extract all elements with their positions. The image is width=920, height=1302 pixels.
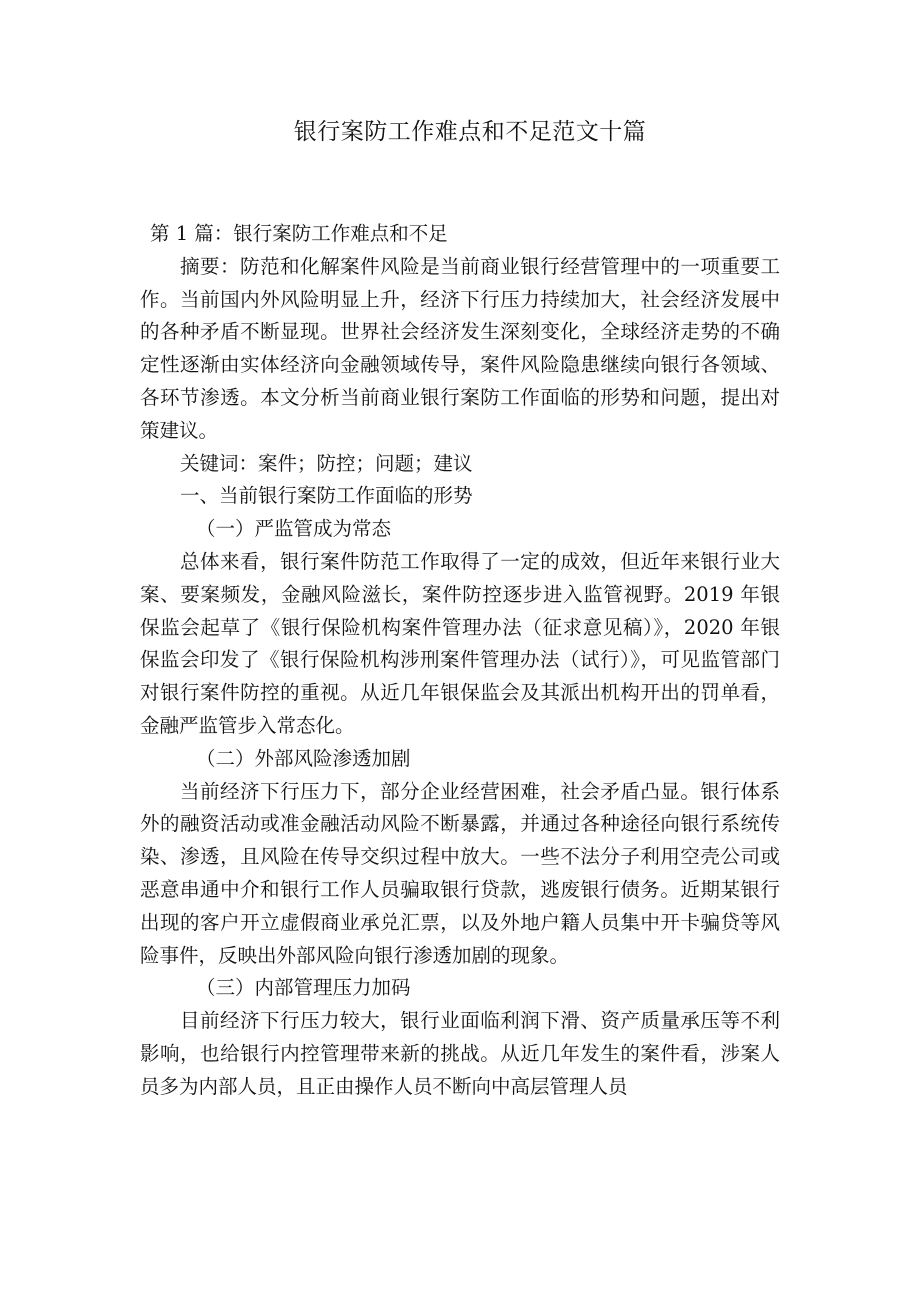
- subsection-heading-2: （二）外部风险渗透加剧: [196, 746, 411, 770]
- abstract-paragraph: 摘要：防范和化解案件风险是当前商业银行经营管理中的一项重要工作。当前国内外风险明显上升，经济下行压力持续加大，社会经济发展中的各种矛盾不断显现。世界社会经济发生深刻变化，全球经济走势的不确定性逐渐由实体经济向金融领域传导，案件风险隐患继续向银行各领域、各环节渗透。本文分析当前商业银行案防工作面临的形势和问题，提出对策建议。: [140, 254, 780, 442]
- subsection-heading-1: （一）严监管成为常态: [196, 517, 392, 541]
- document-body: [140, 218, 780, 1104]
- paragraph-1: 总体来看，银行案件防范工作取得了一定的成效，但近年来银行业大案、要案频发，金融风险滋长，案件防控逐步进入监管视野。2019 年银保监会起草了《银行保险机构案件管理办法（征求意见稿）》，2020 年银保监会印发了《银行保险机构涉刑案件管理办法（试行）》，可见监管部门对银行案件防控的重视。从近几年银保监会及其派出机构开出的罚单看，金融严监管步入常态化。: [140, 549, 780, 737]
- keywords-line: 关键词：案件；防控；问题；建议: [180, 451, 473, 475]
- paragraph-3: 目前经济下行压力较大，银行业面临利润下滑、资产质量承压等不利影响，也给银行内控管理带来新的挑战。从近几年发生的案件看，涉案人员多为内部人员，且正由操作人员不断向中高层管理人员: [140, 1009, 780, 1098]
- paragraph-2: 当前经济下行压力下，部分企业经营困难，社会矛盾凸显。银行体系外的融资活动或准金融活动风险不断暴露，并通过各种途径向银行系统传染、渗透，且风险在传导交织过程中放大。一些不法分子利用空壳公司或恶意串通中介和银行工作人员骗取银行贷款，逃废银行债务。近期某银行出现的客户开立虚假商业承兑汇票，以及外地户籍人员集中开卡骗贷等风险事件，反映出外部风险向银行渗透加剧的现象。: [140, 779, 780, 967]
- subsection-heading-3: （三）内部管理压力加码: [196, 976, 411, 1000]
- section-heading-1: 一、当前银行案防工作面临的形势: [180, 484, 473, 508]
- document-title: 银行案防工作难点和不足范文十篇: [293, 119, 647, 145]
- chapter-heading: 第 1 篇：银行案防工作难点和不足: [150, 222, 448, 245]
